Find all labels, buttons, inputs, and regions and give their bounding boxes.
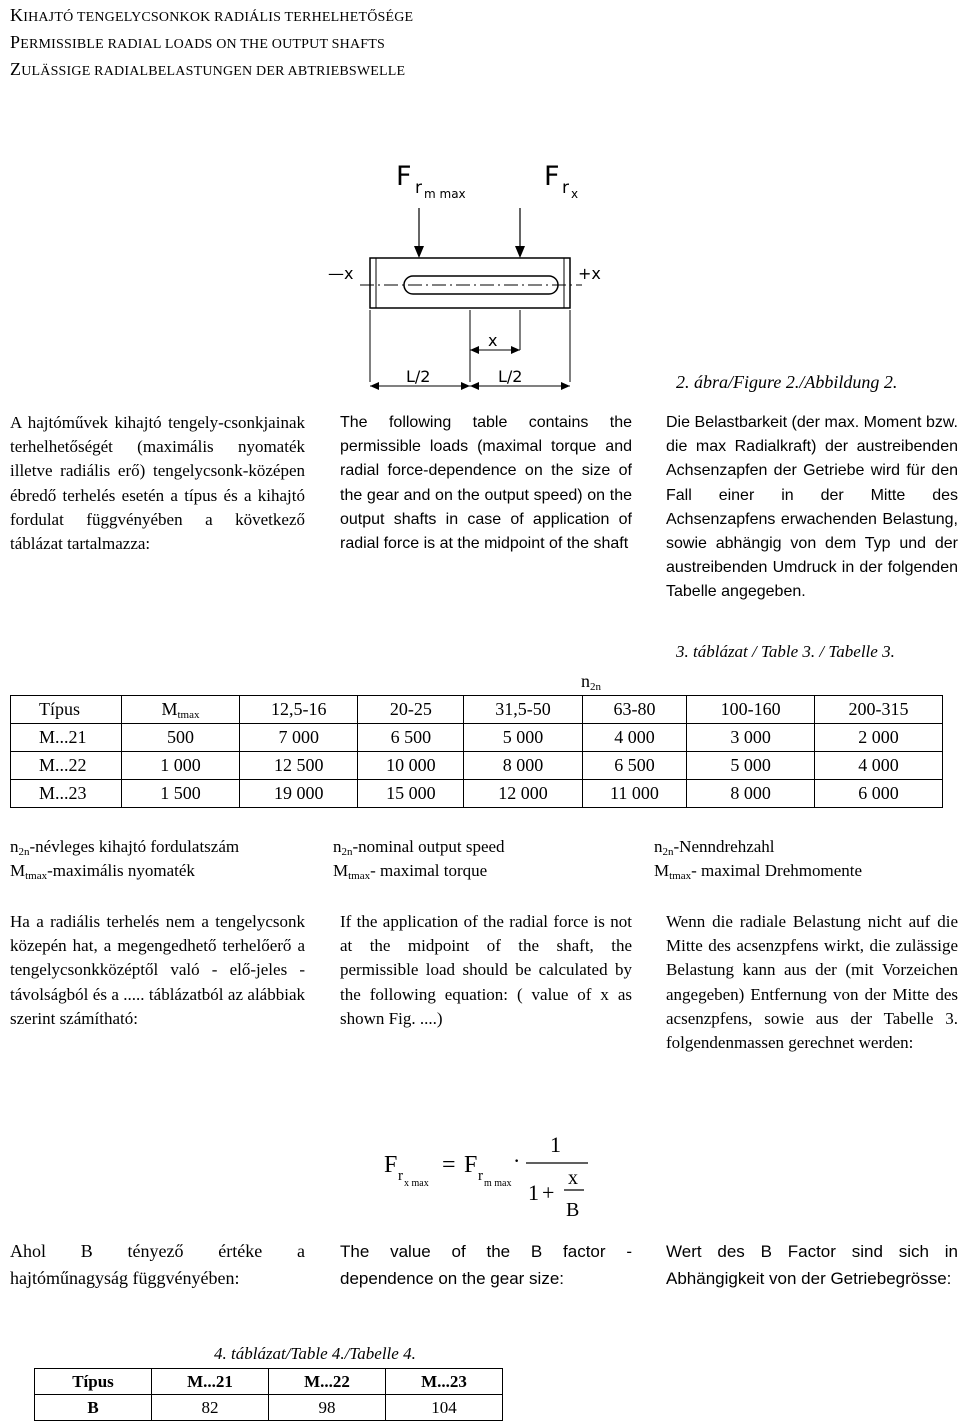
header-size: M...22 (269, 1369, 386, 1395)
cell-value: 4 000 (815, 752, 943, 780)
header-torque (122, 696, 240, 724)
header-speed: 200-315 (815, 696, 943, 724)
table-group-header (11, 668, 943, 696)
legend-sub: 2n (18, 846, 30, 858)
legend-text: - maximal Drehmomente (691, 861, 863, 881)
title-rest: ULÄSSIGE RADIALBELASTUNGEN DER ABTRIEBSWELLE (21, 64, 406, 79)
cell-value: 5 000 (687, 752, 815, 780)
cell-type: M...21 (11, 724, 122, 752)
header-speed: 12,5-16 (240, 696, 358, 724)
speed-symbol-sub: 2n (590, 681, 601, 693)
plus-x-label: +x (578, 264, 601, 283)
legend-hu (10, 835, 310, 883)
legend-symbol: n (654, 837, 663, 856)
cell-value: 104 (386, 1395, 503, 1421)
header-speed: 63-80 (582, 696, 686, 724)
formula-dot: · (513, 1148, 521, 1173)
title-rest: ERMISSIBLE RADIAL LOADS ON THE OUTPUT SHAFTS (20, 37, 386, 52)
legend-sub: tmax (25, 870, 48, 883)
table-row (35, 1395, 503, 1421)
formula-plus: + (542, 1180, 555, 1205)
legend-item (654, 859, 954, 883)
legend-symbol: n (10, 837, 19, 856)
cell-value: 98 (269, 1395, 386, 1421)
offcenter-hu: Ha a radiális terhelés nem a tengelycsonk közepén hat, a megengedhető terhelőerő a tengelycsonkközéptől való - elő-jeles - távolságból és a ..... táblázatból az alábbiak szerint számítható: (10, 912, 305, 1028)
legend-symbol: M (10, 861, 26, 881)
legend-sub: tmax (669, 870, 692, 883)
offcenter-en: If the application of the radial force is not at the midpoint of the shaft, the permissible load should be calculated by the following equation: ( value of x as shown Fig. ....) (340, 912, 632, 1028)
cell-value: 11 000 (582, 780, 686, 808)
force-x-subsub: x (571, 187, 579, 201)
formula-rhs-subsub: m max (484, 1178, 512, 1189)
bfactor-de: Wert des B Factor sind sich in Abhängigkeit von der Getriebegrösse: (666, 1242, 958, 1288)
legend-item (333, 859, 633, 883)
cell-value: 82 (152, 1395, 269, 1421)
legend-symbol: M (333, 861, 349, 881)
legend-symbol: M (654, 861, 670, 881)
minus-x-label: —x (328, 264, 354, 283)
formula-eq: = (442, 1152, 456, 1178)
legend-sub: 2n (341, 846, 353, 858)
table-row (11, 780, 943, 808)
legend-sub: tmax (348, 870, 371, 883)
formula-rhs: F (464, 1152, 478, 1178)
header-type: Típus (35, 1369, 152, 1395)
title-en (10, 31, 385, 56)
speed-symbol: n (581, 671, 590, 691)
cell-label: B (35, 1395, 152, 1421)
cell-value: 5 000 (464, 724, 582, 752)
header-speed: 31,5-50 (464, 696, 582, 724)
bfactor-en: The value of the B factor - dependence on the gear size: (340, 1242, 632, 1288)
legend-item (333, 835, 633, 859)
cell-value: 10 000 (358, 752, 464, 780)
legend-item (10, 835, 310, 859)
table-row (11, 724, 943, 752)
cell-type: M...23 (11, 780, 122, 808)
cell-torque: 1 000 (122, 752, 240, 780)
legend-item (654, 835, 954, 859)
title-initial: K (10, 5, 24, 25)
table-header-row (11, 696, 943, 724)
torque-symbol: M (161, 699, 178, 719)
offcenter-de: Wenn die radiale Belastung nicht auf die Mitte des acsenzpfens wirkt, die zulässige Belastung kann aus der (mit Vorzeichen angegeben) Entfernung von der Mitte des acsenzpfens, sowie aus der Tabelle 3. folgendenmassen gerechnet werden: (666, 912, 958, 1053)
legend-text: -Nenndrehzahl (673, 837, 775, 856)
title-initial: Z (10, 59, 22, 79)
legend-en (333, 835, 633, 883)
legend-sub: 2n (662, 846, 674, 858)
cell-value: 7 000 (240, 724, 358, 752)
intro-de: Die Belastbarkeit (der max. Moment bzw. die max Radialkraft) der austreibenden Achsenzapfen der Getriebe wird für den Fall einer in der Mitte des Achsenzapfens erwachenden Belastung, sowie abhängig von dem Typ und der austreibenden Umdruck in der folgenden Tabelle angegeben. (666, 414, 958, 601)
cell-value: 8 000 (687, 780, 815, 808)
force-max-sub: r (415, 178, 422, 198)
header-speed: 20-25 (358, 696, 464, 724)
title-hu (10, 4, 413, 29)
bfactor-hu: Ahol B tényező értéke a hajtóműnagyság függvényében: (10, 1241, 305, 1288)
table-row (11, 752, 943, 780)
cell-torque: 1 500 (122, 780, 240, 808)
cell-value: 4 000 (582, 724, 686, 752)
header-type: Típus (11, 696, 122, 724)
force-x-sub: r (562, 178, 569, 198)
header-size: M...23 (386, 1369, 503, 1395)
formula-lhs-subsub: x max (404, 1178, 429, 1189)
cell-value: 8 000 (464, 752, 582, 780)
x-label: x (488, 331, 498, 350)
arrow-down-icon (414, 246, 424, 258)
legend-symbol: n (333, 837, 342, 856)
force-max-subsub: m max (424, 187, 466, 201)
force-max-main: F (396, 161, 412, 192)
cell-torque: 500 (122, 724, 240, 752)
intro-en: The following table contains the permissible loads (maximal torque and radial force-dependence on the size of the gear and on the output speed) on the output shafts in case of application of radial force is at the midpoint of the shaft (340, 414, 632, 553)
intro-hu: A hajtóművek kihajtó tengely-csonkjainak terhelhetőségét (maximális nyomaték illetve radiális erő) tengelycsonk-középen ébredő terhelés esetén a típus és a kihajtó fordulat függvényében a következő táblázat tartalmazza: (10, 413, 305, 554)
cell-value: 15 000 (358, 780, 464, 808)
cell-value: 12 500 (240, 752, 358, 780)
cell-value: 6 500 (582, 752, 686, 780)
formula (370, 1130, 600, 1226)
legend-text: -névleges kihajtó fordulatszám (29, 837, 240, 856)
table-header-row (35, 1369, 503, 1395)
formula-numerator: 1 (550, 1132, 561, 1157)
title-rest: IHAJTÓ TENGELYCSONKOK RADIÁLIS TERHELHETŐSÉGE (23, 10, 414, 25)
cell-value: 12 000 (464, 780, 582, 808)
title-initial: P (10, 32, 21, 52)
header-size: M...21 (152, 1369, 269, 1395)
shaft-figure (300, 150, 640, 400)
load-table (10, 668, 943, 808)
cell-value: 6 500 (358, 724, 464, 752)
force-x-main: F (544, 161, 560, 192)
half-length-right: L/2 (498, 367, 523, 386)
arrow-down-icon (515, 246, 525, 258)
legend-text: -maximális nyomaték (47, 861, 195, 881)
legend-text: - maximal torque (370, 861, 488, 881)
table4-caption: 4. táblázat/Table 4./Tabelle 4. (214, 1344, 416, 1363)
speed-group-header (240, 668, 943, 696)
legend-item (10, 859, 310, 883)
torque-symbol-sub: tmax (177, 709, 200, 721)
title-de (10, 58, 405, 83)
half-length-left: L/2 (406, 367, 431, 386)
cell-value: 19 000 (240, 780, 358, 808)
formula-lhs: F (384, 1152, 398, 1178)
legend-de (654, 835, 954, 883)
cell-type: M...22 (11, 752, 122, 780)
formula-rhs-sub: r (478, 1168, 483, 1184)
header-speed: 100-160 (687, 696, 815, 724)
formula-lhs-sub: r (398, 1168, 403, 1184)
shaft-body (370, 258, 570, 308)
cell-value: 3 000 (687, 724, 815, 752)
b-factor-table (34, 1368, 503, 1421)
cell-value: 6 000 (815, 780, 943, 808)
figure-caption: 2. ábra/Figure 2./Abbildung 2. (676, 372, 898, 392)
table3-caption: 3. táblázat / Table 3. / Tabelle 3. (676, 642, 895, 661)
formula-den-x: x (568, 1167, 578, 1189)
cell-value: 2 000 (815, 724, 943, 752)
formula-den-b: B (566, 1199, 580, 1221)
legend-text: -nominal output speed (352, 837, 505, 856)
formula-den-one: 1 (528, 1180, 539, 1205)
